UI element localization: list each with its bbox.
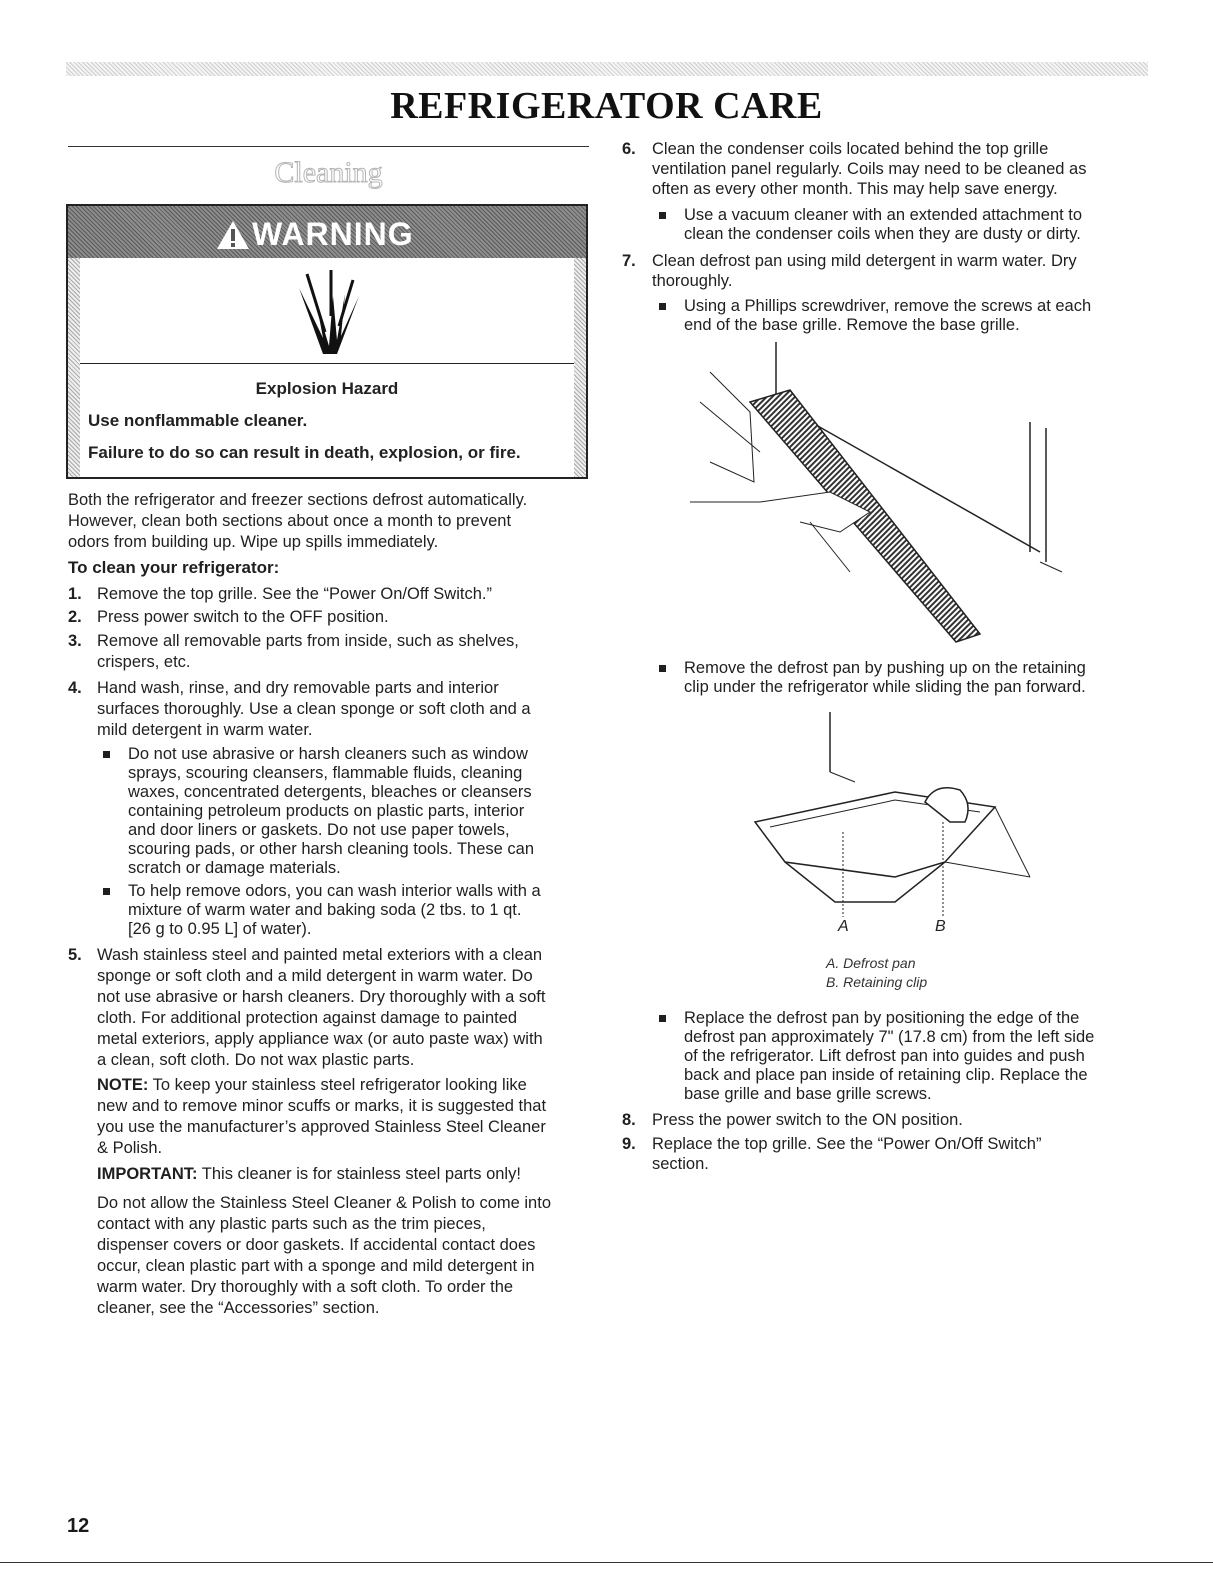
step-number: 9. [622, 1135, 636, 1153]
bullet-text: Replace the defrost pan by positioning the edge of the [684, 1009, 1080, 1027]
figure-label-b: B [935, 918, 946, 935]
step-text: Clean the condenser coils located behind the top grille [652, 140, 1049, 158]
step-text: Remove the top grille. See the “Power On/Off Switch.” [97, 585, 492, 603]
note-text: you use the manufacturer’s approved Stainless Steel Cleaner [97, 1118, 546, 1136]
bullet-icon [659, 303, 666, 310]
bullet-text: Remove the defrost pan by pushing up on the retaining [684, 659, 1086, 677]
step-text: Wash stainless steel and painted metal exteriors with a clean [97, 946, 543, 964]
paragraph-line: cleaner, see the “Accessories” section. [97, 1299, 380, 1317]
steps-heading: To clean your refrigerator: [68, 558, 280, 577]
footer-rule [0, 1562, 1213, 1563]
bullet-text: base grille and base grille screws. [684, 1085, 932, 1103]
step-number: 6. [622, 140, 636, 158]
warning-label: WARNING [252, 216, 414, 252]
section-rule [68, 146, 589, 147]
step-text: Clean defrost pan using mild detergent in warm water. Dry [652, 252, 1077, 270]
step-text: Hand wash, rinse, and dry removable parts and interior [97, 679, 499, 697]
step-text: crispers, etc. [97, 653, 191, 671]
important-text: This cleaner is for stainless steel parts only! [197, 1165, 521, 1183]
hazard-line: Failure to do so can result in death, explosion, or fire. [88, 443, 521, 462]
bullet-icon [659, 665, 666, 672]
intro-line: Both the refrigerator and freezer sections defrost automatically. [68, 491, 528, 509]
intro-line: However, clean both sections about once a month to prevent [68, 512, 512, 530]
warning-text [68, 363, 586, 477]
step-text: often as every other month. This may help save energy. [652, 180, 1058, 198]
step-number: 1. [68, 585, 82, 603]
step-text: ventilation panel regularly. Coils may need to be cleaned as [652, 160, 1087, 178]
figure-caption: B. Retaining clip [826, 974, 928, 990]
paragraph-line: contact with any plastic parts such as the trim pieces, [97, 1215, 486, 1233]
defrost-pan-illustration [745, 712, 1035, 922]
bullet-text: defrost pan approximately 7" (17.8 cm) from the left side [684, 1028, 1095, 1046]
warning-header [68, 206, 586, 258]
step-text: Press the power switch to the ON position. [652, 1111, 963, 1129]
step-number: 3. [68, 632, 82, 650]
step-text: surfaces thoroughly. Use a clean sponge or soft cloth and a [97, 700, 531, 718]
bullet-text: sprays, scouring cleansers, flammable fluids, cleaning [128, 764, 523, 782]
step-text: Press power switch to the OFF position. [97, 608, 389, 626]
bullet-text: and door liners or gaskets. Do not use paper towels, [128, 821, 510, 839]
page-number: 12 [67, 1515, 90, 1537]
header-decorative-band [66, 62, 1148, 76]
step-number: 7. [622, 252, 636, 270]
bullet-text: of the refrigerator. Lift defrost pan into guides and push [684, 1047, 1085, 1065]
bullet-text: Use a vacuum cleaner with an extended attachment to [684, 206, 1083, 224]
intro-line: odors from building up. Wipe up spills immediately. [68, 533, 439, 551]
note-line [97, 1076, 527, 1095]
important-line [97, 1165, 521, 1184]
paragraph-line: occur, clean plastic part with a sponge and mild detergent in [97, 1257, 535, 1275]
bullet-text: waxes, concentrated detergents, bleaches or cleansers [128, 783, 532, 801]
step-number: 4. [68, 679, 82, 697]
warning-triangle-icon [216, 220, 250, 250]
step-text: cloth. For additional protection against damage to painted [97, 1009, 518, 1027]
base-grille-illustration [690, 342, 1070, 652]
bullet-icon [103, 888, 110, 895]
step-number: 8. [622, 1111, 636, 1129]
section-title: Cleaning [274, 156, 383, 189]
bullet-text: end of the base grille. Remove the base grille. [684, 316, 1020, 334]
paragraph-line: Do not allow the Stainless Steel Cleaner & Polish to come into [97, 1194, 551, 1212]
step-text: sponge or soft cloth and a mild detergent in warm water. Do [97, 967, 533, 985]
bullet-text: scouring pads, or other harsh cleaning tools. These can [128, 840, 535, 858]
step-text: metal exteriors, apply appliance wax (or auto paste wax) with [97, 1030, 543, 1048]
bullet-icon [103, 751, 110, 758]
step-number: 2. [68, 608, 82, 626]
hazard-line: Use nonflammable cleaner. [88, 411, 308, 430]
bullet-text: clean the condenser coils when they are dusty or dirty. [684, 225, 1081, 243]
bullet-text: scratch or damage materials. [128, 859, 341, 877]
note-label: NOTE: [97, 1076, 149, 1094]
step-text: thoroughly. [652, 272, 733, 290]
bullet-icon [659, 1015, 666, 1022]
paragraph-line: dispenser covers or door gaskets. If accidental contact does [97, 1236, 536, 1254]
figure-caption: A. Defrost pan [826, 955, 916, 971]
bullet-icon [659, 212, 666, 219]
figure-label-a: A [838, 918, 849, 935]
step-text: not use abrasive or harsh cleaners. Dry thoroughly with a soft [97, 988, 546, 1006]
bullet-text: To help remove odors, you can wash interior walls with a [128, 882, 541, 900]
bullet-text: containing petroleum products on plastic parts, interior [128, 802, 525, 820]
bullet-text: Using a Phillips screwdriver, remove the screws at each [684, 297, 1092, 315]
warning-box [66, 204, 588, 479]
explosion-icon [293, 266, 365, 356]
paragraph-line: warm water. Dry thoroughly with a soft cloth. To order the [97, 1278, 514, 1296]
hazard-title: Explosion Hazard [255, 379, 399, 398]
warning-icon-area [68, 258, 586, 364]
note-text: & Polish. [97, 1139, 163, 1157]
step-number: 5. [68, 946, 82, 964]
note-text: new and to remove minor scuffs or marks, it is suggested that [97, 1097, 547, 1115]
bullet-text: mixture of warm water and baking soda (2 tbs. to 1 qt. [128, 901, 522, 919]
bullet-text: back and place pan inside of retaining clip. Replace the [684, 1066, 1088, 1084]
bullet-text: clip under the refrigerator while sliding the pan forward. [684, 678, 1086, 696]
important-label: IMPORTANT: [97, 1165, 198, 1183]
step-text: Replace the top grille. See the “Power On/Off Switch” [652, 1135, 1042, 1153]
bullet-text: [26 g to 0.95 L] of water). [128, 920, 312, 938]
step-text: a clean, soft cloth. Do not wax plastic parts. [97, 1051, 415, 1069]
step-text: section. [652, 1155, 709, 1173]
note-text: To keep your stainless steel refrigerator looking like [148, 1076, 527, 1094]
step-text: Remove all removable parts from inside, such as shelves, [97, 632, 519, 650]
page-title: REFRIGERATOR CARE [390, 85, 823, 127]
step-text: mild detergent in warm water. [97, 721, 313, 739]
bullet-text: Do not use abrasive or harsh cleaners such as window [128, 745, 528, 763]
